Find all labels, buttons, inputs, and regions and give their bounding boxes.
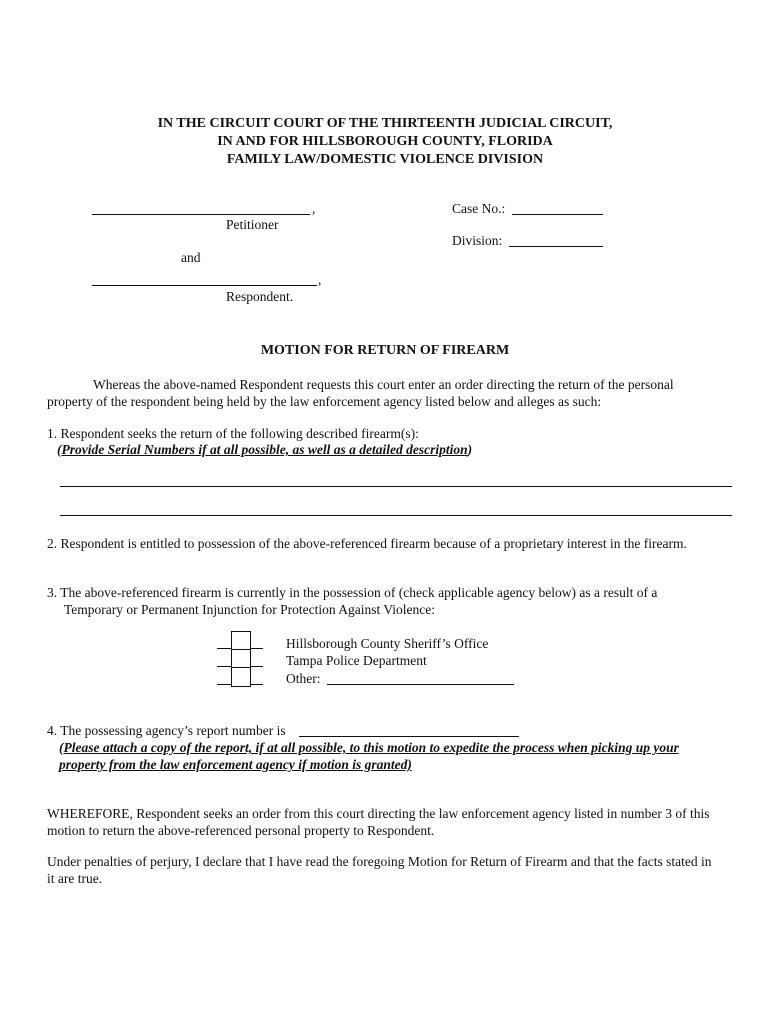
firearm-description-line-1[interactable] — [60, 486, 732, 487]
court-heading-line-1: IN THE CIRCUIT COURT OF THE THIRTEENTH JUDICIAL CIRCUIT, — [157, 116, 613, 131]
other-agency-checkbox[interactable] — [231, 667, 251, 687]
petitioner-name-field[interactable] — [92, 214, 310, 215]
division-field[interactable] — [509, 246, 603, 247]
perjury-line-1: Under penalties of perjury, I declare that I have read the foregoing Motion for Return of Firearm and that the facts stated in — [47, 854, 712, 869]
item-1-text: 1. Respondent seeks the return of the following described firearm(s): — [47, 426, 419, 441]
division-label: Division: — [452, 233, 503, 248]
intro-line-1: Whereas the above-named Respondent requests this court enter an order directing the return of the personal — [93, 377, 674, 392]
option-other-label: Other: — [286, 671, 321, 686]
sheriff-office-checkbox[interactable] — [231, 631, 251, 651]
respondent-label: Respondent. — [226, 289, 294, 304]
item-2-text: 2. Respondent is entitled to possession of the above-referenced firearm because of a proprietary interest in the firearm. — [47, 536, 687, 551]
intro-line-2: property of the respondent being held by the law enforcement agency listed below and alleges as such: — [47, 394, 602, 409]
item-1-instruction: (Provide Serial Numbers if at all possible, as well as a detailed description) — [57, 442, 473, 457]
other-agency-field[interactable] — [327, 684, 514, 685]
and-label: and — [181, 250, 201, 265]
case-no-field[interactable] — [512, 214, 603, 215]
petitioner-comma: , — [312, 201, 316, 216]
option-tampa-police-label: Tampa Police Department — [286, 653, 427, 668]
item-4-instruction-line-2: property from the law enforcement agency if motion is granted) — [59, 757, 412, 772]
respondent-name-field[interactable] — [92, 285, 317, 286]
item-4-text: 4. The possessing agency’s report number is — [47, 723, 286, 738]
petitioner-label: Petitioner — [226, 217, 279, 232]
item-3-line-1: 3. The above-referenced firearm is currently in the possession of (check applicable agency below) as a result of a — [47, 585, 658, 600]
case-no-label: Case No.: — [452, 201, 506, 216]
perjury-line-2: it are true. — [47, 871, 103, 886]
wherefore-line-1: WHEREFORE, Respondent seeks an order from this court directing the law enforcement agency listed in number 3 of this — [47, 806, 710, 821]
option-sheriff-label: Hillsborough County Sheriff’s Office — [286, 636, 489, 651]
firearm-description-line-2[interactable] — [60, 515, 732, 516]
wherefore-line-2: motion to return the above-referenced personal property to Respondent. — [47, 823, 435, 838]
report-number-field[interactable] — [299, 736, 519, 737]
court-heading-line-3: FAMILY LAW/DOMESTIC VIOLENCE DIVISION — [226, 152, 544, 167]
tampa-police-checkbox[interactable] — [231, 649, 251, 669]
court-heading-line-2: IN AND FOR HILLSBOROUGH COUNTY, FLORIDA — [217, 134, 553, 149]
motion-title: MOTION FOR RETURN OF FIREARM — [260, 343, 510, 358]
item-4-instruction-line-1: (Please attach a copy of the report, if at all possible, to this motion to expedite the process when picking up your — [59, 740, 679, 755]
item-3-line-2: Temporary or Permanent Injunction for Protection Against Violence: — [64, 602, 436, 617]
respondent-comma: , — [318, 272, 322, 287]
